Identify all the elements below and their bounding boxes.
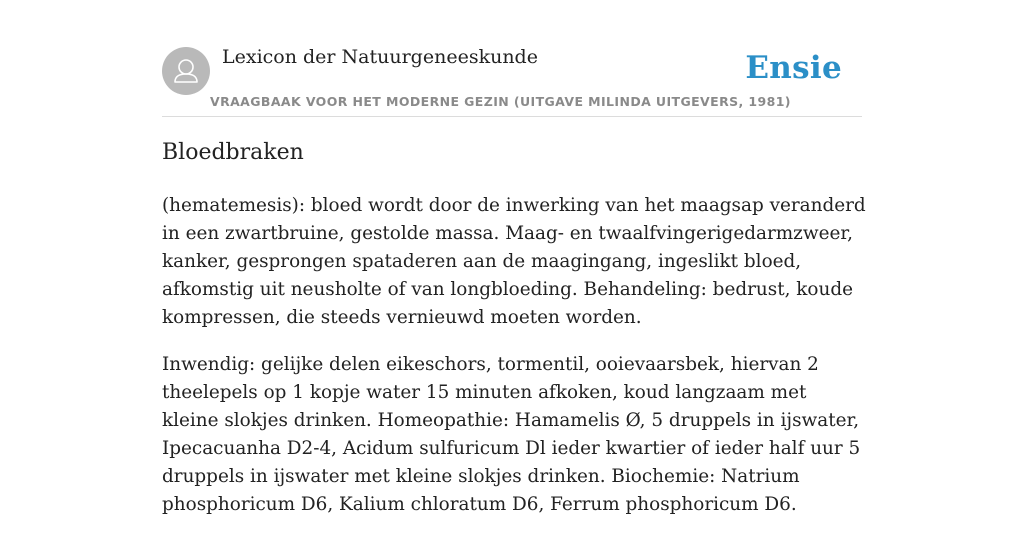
user-silhouette-icon bbox=[162, 47, 210, 95]
lexicon-subtitle: VRAAGBAAK VOOR HET MODERNE GEZIN (UITGAVE MILINDA UITGEVERS, 1981) bbox=[210, 94, 791, 109]
page bbox=[162, 0, 866, 515]
entry-body bbox=[162, 192, 868, 538]
brand-logo[interactable]: Ensie bbox=[745, 50, 842, 86]
entry-paragraph: Inwendig: gelijke delen eikeschors, tormentil, ooievaarsbek, hiervan 2 theelepels op 1 kopje water 15 minuten afkoken, koud langzaam met kleine slokjes drinken. Homeopathie: Hamamelis Ø, 5 druppels in ijswater, Ipecacuanha D2-4, Acidum sulfuricum Dl ieder kwartier of ieder half uur 5 druppels in ijswater met kleine slokjes drinken. Biochemie: Natrium phosphoricum D6, Kalium chloratum D6, Ferrum phosphoricum D6. bbox=[162, 354, 861, 515]
page-title: Bloedbraken bbox=[162, 140, 304, 165]
entry-paragraph: (hematemesis): bloed wordt door de inwerking van het maagsap veranderd in een zwartbruine, gestolde massa. Maag- en twaalfvingerigedarmzweer, kanker, gesprongen spataderen aan de maagingang, ingeslikt bloed, afkomstig uit neusholte of van longbloeding. Behandeling: bedrust, koude kompressen, die steeds vernieuwd moeten worden. bbox=[162, 195, 866, 328]
avatar[interactable] bbox=[162, 47, 210, 95]
header bbox=[162, 0, 862, 117]
lexicon-title[interactable]: Lexicon der Natuurgeneeskunde bbox=[222, 46, 538, 68]
